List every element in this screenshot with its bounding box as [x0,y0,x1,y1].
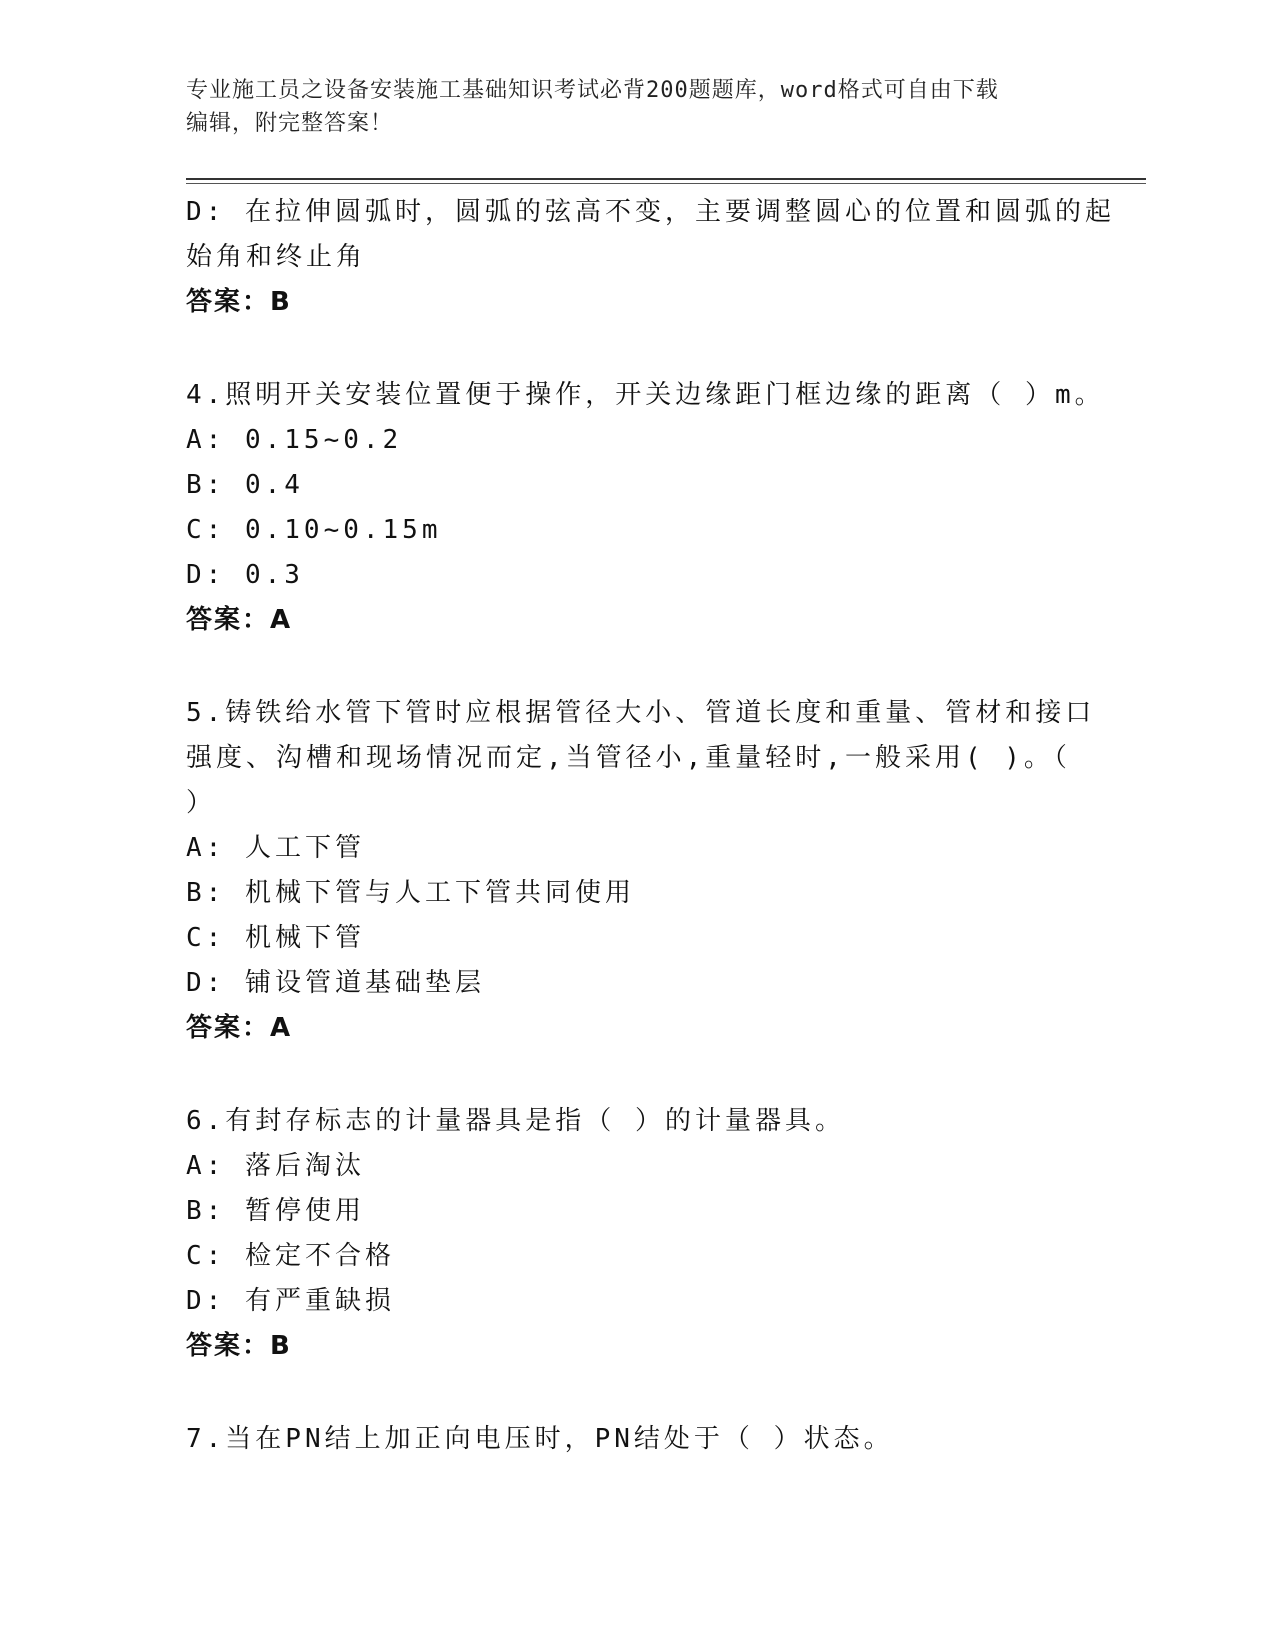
spacer [186,1369,1086,1417]
option-d: D: 有严重缺损 [186,1286,395,1316]
spacer [186,325,1086,373]
question-5 [186,691,1096,1051]
header-line-2: 编辑，附完整答案！ [186,111,394,136]
document-header [186,74,1066,140]
option-a: A: 人工下管 [186,833,365,863]
option-b: B: 暂停使用 [186,1196,365,1226]
question-text-line-3: ） [186,788,217,818]
option-c: C: 检定不合格 [186,1241,395,1271]
spacer [186,1051,1086,1099]
option-d: D: 0.3 [186,560,304,590]
header-divider-thick [186,178,1146,180]
option-d-line-1: D: 在拉伸圆弧时，圆弧的弦高不变，主要调整圆心的位置和圆弧的起 [186,197,1115,227]
answer-text: 答案：A [186,1013,293,1043]
question-7 [186,1417,1086,1462]
question-text-line-2: 强度、沟槽和现场情况而定,当管径小,重量轻时,一般采用( )。（ [186,743,1071,773]
answer-text: 答案：B [186,287,292,317]
option-b: B: 机械下管与人工下管共同使用 [186,878,635,908]
option-d: D: 铺设管道基础垫层 [186,968,485,998]
answer-text: 答案：A [186,605,293,635]
option-b: B: 0.4 [186,470,304,500]
option-c: C: 机械下管 [186,923,365,953]
option-d-line-2: 始角和终止角 [186,242,367,272]
header-divider-thin [186,183,1146,184]
question-text: 4.照明开关安装位置便于操作，开关边缘距门框边缘的距离（ ）m。 [186,380,1105,410]
spacer [186,643,1086,691]
question-text: 6.有封存标志的计量器具是指（ ）的计量器具。 [186,1106,845,1136]
option-c: C: 0.10~0.15m [186,515,442,545]
answer-text: 答案：B [186,1331,292,1361]
option-a: A: 0.15~0.2 [186,425,403,455]
question-3-tail [186,190,1115,325]
question-list [186,190,1115,1462]
option-a: A: 落后淘汰 [186,1151,365,1181]
question-4 [186,373,1105,643]
question-6 [186,1099,1086,1369]
question-text-line-1: 5.铸铁给水管下管时应根据管径大小、管道长度和重量、管材和接口 [186,698,1096,728]
question-text: 7.当在PN结上加正向电压时，PN结处于（ ）状态。 [186,1424,894,1454]
header-line-1: 专业施工员之设备安装施工基础知识考试必背200题题库，word格式可自由下载 [186,78,999,103]
